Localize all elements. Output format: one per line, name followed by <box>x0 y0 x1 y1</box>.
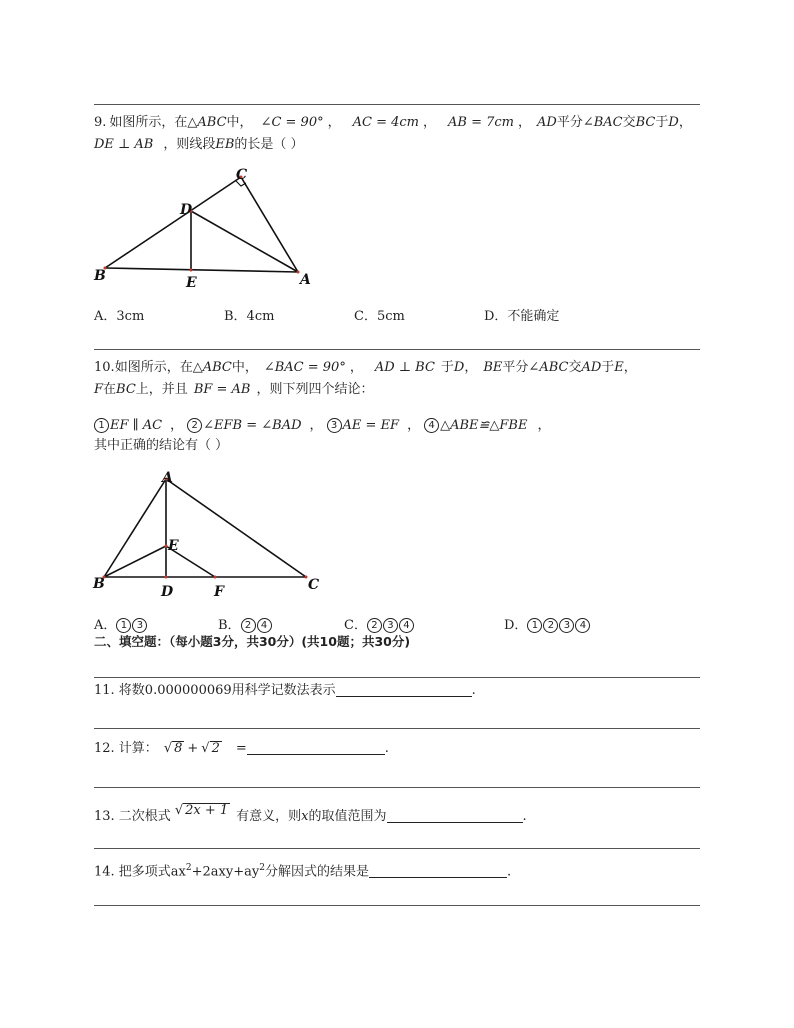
q14-answer-blank[interactable] <box>369 863 507 878</box>
q10-ad: AD <box>581 360 602 375</box>
q10-c4-number: 4 <box>424 418 439 433</box>
q10-c3-number: 3 <box>327 418 342 433</box>
q10-at: 于 <box>440 360 454 375</box>
q9-ac: AC = 4cm <box>352 115 419 130</box>
q10-line4: 其中正确的结论有（ ） <box>94 438 229 453</box>
q9-option-a[interactable]: A．3cm <box>94 309 145 324</box>
q14-text-a: 14. 把多项式ax <box>94 864 186 880</box>
q10-c2-number: 2 <box>187 418 202 433</box>
q10-label-a: A <box>162 470 173 486</box>
q10-option-d-letter: D． <box>504 618 528 633</box>
q12-radical-8: 8 <box>174 741 183 756</box>
q13-radicand: 2x + 1 <box>185 803 229 818</box>
q10-bf-ab: BF = AB <box>193 382 251 397</box>
q10-option-a-num: 1 <box>116 618 131 633</box>
q10-comma: ， <box>407 418 421 433</box>
q10-comma: ， <box>464 360 478 375</box>
q10-comma: ， <box>309 418 323 433</box>
q9-label-a: A <box>300 272 311 288</box>
q10-at2: 于 <box>601 360 615 375</box>
q9-label-c: C <box>236 167 248 183</box>
q10-comma: ， <box>537 418 551 433</box>
q14-text-c: 分解因式的结果是 <box>264 864 369 880</box>
q14-sup1: 2 <box>185 863 192 873</box>
q12-radical-2: 2 <box>211 741 220 756</box>
q10-option-c-num: 3 <box>383 618 398 633</box>
q9-side-bc <box>105 177 241 268</box>
q13-answer-blank[interactable] <box>387 808 523 823</box>
q14-line <box>94 859 511 881</box>
q12-plus: + <box>187 741 199 756</box>
q10-bc: BC <box>116 382 136 397</box>
q9-bac: BAC <box>593 115 623 130</box>
q9-bc: BC <box>635 115 656 130</box>
q10-option-b-num: 4 <box>257 618 272 633</box>
q10-intro: 如图所示，在△ <box>114 360 203 375</box>
q10-option-a-num: 3 <box>132 618 147 633</box>
q9-option-d[interactable]: D．不能确定 <box>484 309 560 324</box>
q13-var: x <box>301 809 309 824</box>
section2-heading: 二、填空题：（每小题3分，共30分）(共10题；共30分) <box>94 634 411 649</box>
q10-option-b[interactable] <box>218 614 273 633</box>
q9-question-a: ，则线段 <box>163 137 216 152</box>
separator-q11-top <box>94 677 700 678</box>
q10-c4: △ABE≌△FBE <box>440 418 528 433</box>
q9-comma: ， <box>518 115 532 130</box>
q11-end: . <box>471 683 476 698</box>
q10-label-d: D <box>161 584 174 600</box>
q10-abc: ABC <box>539 360 569 375</box>
q9-bisect: 平分∠ <box>556 115 594 130</box>
q11-answer-blank[interactable] <box>336 682 472 697</box>
q10-side-ac <box>166 479 306 577</box>
q10-c2: ∠EFB = ∠BAD <box>203 418 302 433</box>
separator-top <box>94 104 700 105</box>
q10-comma: ， <box>349 360 363 375</box>
q10-ad-perp: AD ⊥ BC <box>374 360 435 375</box>
q10-d: D <box>453 360 465 375</box>
q12-text: 12. 计算： <box>94 741 158 756</box>
q10-angle-bac: ∠BAC = 90° <box>263 360 346 375</box>
q9-de-perp: DE ⊥ AB <box>94 137 154 152</box>
q13-mid-b: 的取值范围为 <box>308 809 387 824</box>
q10-line2 <box>94 381 374 399</box>
q14-sup2: 2 <box>259 863 265 873</box>
q9-figure <box>90 164 330 294</box>
separator-q14 <box>94 848 700 849</box>
q9-eb: EB <box>215 137 235 152</box>
q10-intro-end: 中， <box>231 360 258 375</box>
q11-text: 11. 将数0.000000069用科学记数法表示 <box>94 683 336 698</box>
q9-intro-end: 中， <box>226 115 253 130</box>
q10-comma: ， <box>170 418 184 433</box>
q10-label-b: B <box>93 576 105 592</box>
q9-option-b[interactable]: B．4cm <box>224 309 275 324</box>
q9-label-d: D <box>180 202 193 218</box>
q12-equals: = <box>235 741 247 756</box>
q9-label-b: B <box>94 268 106 284</box>
q9-line2 <box>94 136 304 154</box>
q11-line <box>94 682 476 700</box>
q10-be: BE <box>483 360 503 375</box>
q13-mid-a: 有意义，则 <box>236 809 302 824</box>
q10-point-f <box>214 576 217 579</box>
q9-intro: 如图所示，在△ <box>109 115 198 130</box>
q9-line1 <box>94 114 692 132</box>
q10-option-d-num: 3 <box>559 618 574 633</box>
separator-q13 <box>94 787 700 788</box>
q10-meet: 交 <box>568 360 582 375</box>
q10-option-d[interactable] <box>504 614 591 633</box>
q10-label-c: C <box>308 577 320 593</box>
q14-text-b: +2axy+ay <box>191 864 260 880</box>
q9-point-e <box>190 269 193 272</box>
q13-text: 13. 二次根式 <box>94 809 171 824</box>
q10-option-d-num: 4 <box>575 618 590 633</box>
q12-end: . <box>384 741 389 756</box>
q10-and: 上，并且 <box>135 382 188 397</box>
q9-ab: AB = 7cm <box>448 115 514 130</box>
q9-triangle: ABC <box>197 115 227 130</box>
q10-line1 <box>94 359 637 377</box>
q10-option-b-letter: B． <box>218 618 241 633</box>
q10-option-d-num: 2 <box>543 618 558 633</box>
q14-end: . <box>506 864 512 880</box>
q10-c1-number: 1 <box>94 418 109 433</box>
q9-comma: ， <box>678 115 692 130</box>
q9-comma: ， <box>423 115 437 130</box>
q10-option-c-num: 2 <box>367 618 382 633</box>
q10-option-d-num: 1 <box>527 618 542 633</box>
q10-option-c-letter: C． <box>344 618 367 633</box>
q10-label-f: F <box>214 584 224 600</box>
q13-line: 13. 二次根式 √ 2x + 1 有意义，则x的取值范围为 . <box>94 803 527 824</box>
q10-conclusions <box>94 417 551 435</box>
q9-at: 于 <box>655 115 669 130</box>
q9-number: 9. <box>94 115 107 130</box>
q10-comma: ， <box>623 360 637 375</box>
q10-option-a-letter: A． <box>94 618 117 633</box>
q10-point-d <box>165 576 168 579</box>
q10-bisect: 平分∠ <box>502 360 540 375</box>
separator-bottom <box>94 905 700 906</box>
q10-label-e: E <box>168 538 179 554</box>
q9-angle-c: ∠C = 90° <box>260 115 324 130</box>
separator-q10 <box>94 349 700 350</box>
q13-end: . <box>522 809 527 824</box>
q10-option-c-num: 4 <box>399 618 414 633</box>
q10-number: 10. <box>94 360 115 375</box>
q10-on: 在 <box>103 382 117 397</box>
q10-conclusions-intro: ，则下列四个结论： <box>256 382 374 397</box>
q10-f: F <box>94 382 104 397</box>
q9-label-e: E <box>186 275 197 291</box>
q9-question-b: 的长是（ ） <box>234 137 304 152</box>
q10-triangle: ABC <box>202 360 232 375</box>
q10-option-a[interactable] <box>94 614 148 633</box>
q10-option-c[interactable] <box>344 614 415 633</box>
separator-q11-bottom <box>94 728 700 729</box>
q9-comma: ， <box>327 115 341 130</box>
q9-side-ba <box>105 268 298 272</box>
q9-option-c[interactable]: C．5cm <box>354 309 405 324</box>
q10-figure <box>88 470 328 600</box>
q10-e: E <box>614 360 624 375</box>
q9-ad: AD <box>537 115 557 130</box>
q10-option-b-num: 2 <box>241 618 256 633</box>
q10-c3: AE = EF <box>342 418 400 433</box>
q9-side-ca <box>241 177 298 272</box>
q9-d: D <box>668 115 679 130</box>
q12-answer-blank[interactable] <box>247 740 385 755</box>
q9-segment-ad <box>191 211 298 272</box>
q10-c1: EF ∥ AC <box>110 418 163 433</box>
q12-line: 12. 计算： √ 8 + √ 2 = . <box>94 741 389 756</box>
q9-meet: 交 <box>622 115 636 130</box>
